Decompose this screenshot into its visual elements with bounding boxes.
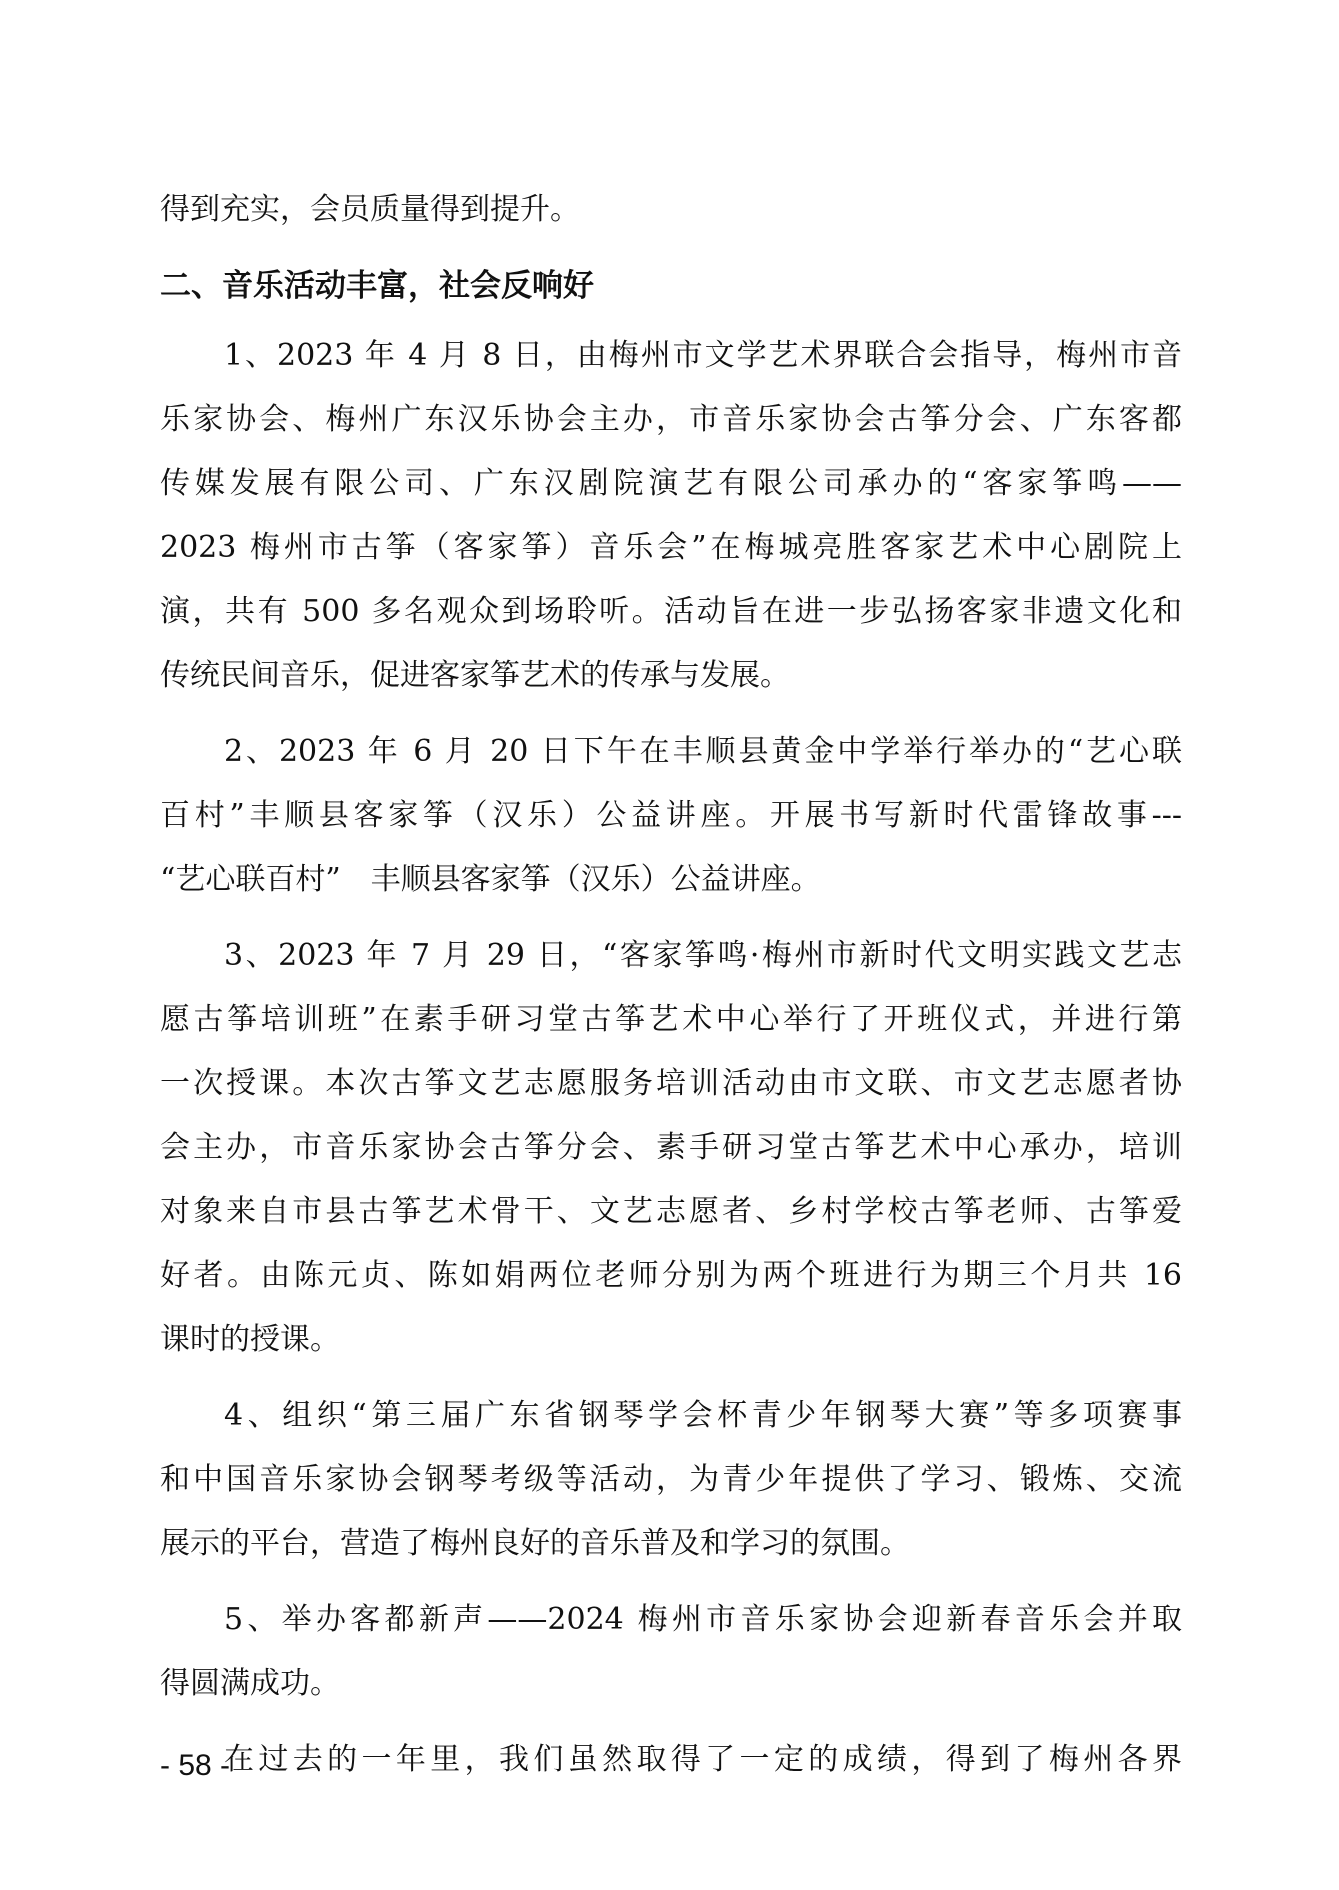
paragraph-gap — [160, 1372, 1182, 1384]
document-body — [160, 178, 1182, 1792]
paragraph-1-line-3: 传媒发展有限公司、广东汉剧院演艺有限公司承办的“客家筝鸣—— — [160, 466, 1182, 501]
paragraph-gap — [160, 708, 1182, 720]
page-number: - 58 - — [160, 1749, 231, 1782]
paragraph-5-line-1: 5、举办客都新声——2024 梅州市音乐家协会迎新春音乐会并取 — [224, 1602, 1182, 1637]
paragraph-4-line-2: 和中国音乐家协会钢琴考级等活动，为青少年提供了学习、锻炼、交流 — [160, 1462, 1182, 1497]
paragraph-2-line-1: 2、2023 年 6 月 20 日下午在丰顺县黄金中学举行举办的“艺心联 — [224, 734, 1182, 769]
paragraph-3-line-6: 好者。由陈元贞、陈如娟两位老师分别为两个班进行为期三个月共 16 — [160, 1258, 1182, 1293]
paragraph-2-line-2: 百村”丰顺县客家筝（汉乐）公益讲座。开展书写新时代雷锋故事--- — [160, 798, 1182, 833]
paragraph-3-line-7: 课时的授课。 — [160, 1322, 340, 1357]
paragraph-1-line-6: 传统民间音乐，促进客家筝艺术的传承与发展。 — [160, 658, 790, 693]
paragraph-1-line-5: 演，共有 500 多名观众到场聆听。活动旨在进一步弘扬客家非遗文化和 — [160, 594, 1182, 629]
paragraph-4-line-3: 展示的平台，营造了梅州良好的音乐普及和学习的氛围。 — [160, 1526, 910, 1561]
paragraph-1-line-4: 2023 梅州市古筝（客家筝）音乐会”在梅城亮胜客家艺术中心剧院上 — [160, 530, 1182, 565]
paragraph-4-line-1: 4、组织“第三届广东省钢琴学会杯青少年钢琴大赛”等多项赛事 — [224, 1398, 1182, 1433]
paragraph-1-line-1: 1、2023 年 4 月 8 日，由梅州市文学艺术界联合会指导，梅州市音 — [224, 338, 1182, 373]
paragraph-3-line-3: 一次授课。本次古筝文艺志愿服务培训活动由市文联、市文艺志愿者协 — [160, 1066, 1182, 1101]
paragraph-3-line-1: 3、2023 年 7 月 29 日，“客家筝鸣·梅州市新时代文明实践文艺志 — [224, 938, 1182, 973]
paragraph-gap — [160, 912, 1182, 924]
text-line-continued: 得到充实，会员质量得到提升。 — [160, 192, 580, 227]
paragraph-3-line-4: 会主办，市音乐家协会古筝分会、素手研习堂古筝艺术中心承办，培训 — [160, 1130, 1182, 1165]
paragraph-gap — [160, 1716, 1182, 1728]
paragraph-2-line-3: “艺心联百村” 丰顺县客家筝（汉乐）公益讲座。 — [160, 862, 821, 897]
paragraph-6-line-1: 在过去的一年里，我们虽然取得了一定的成绩，得到了梅州各界 — [224, 1742, 1182, 1777]
paragraph-1-line-2: 乐家协会、梅州广东汉乐协会主办，市音乐家协会古筝分会、广东客都 — [160, 402, 1182, 437]
paragraph-3-line-2: 愿古筝培训班”在素手研习堂古筝艺术中心举行了开班仪式，并进行第 — [160, 1002, 1182, 1037]
paragraph-3-line-5: 对象来自市县古筝艺术骨干、文艺志愿者、乡村学校古筝老师、古筝爱 — [160, 1194, 1182, 1229]
paragraph-gap — [160, 1576, 1182, 1588]
section-heading: 二、音乐活动丰富，社会反响好 — [160, 268, 594, 304]
paragraph-5-line-2: 得圆满成功。 — [160, 1666, 340, 1701]
